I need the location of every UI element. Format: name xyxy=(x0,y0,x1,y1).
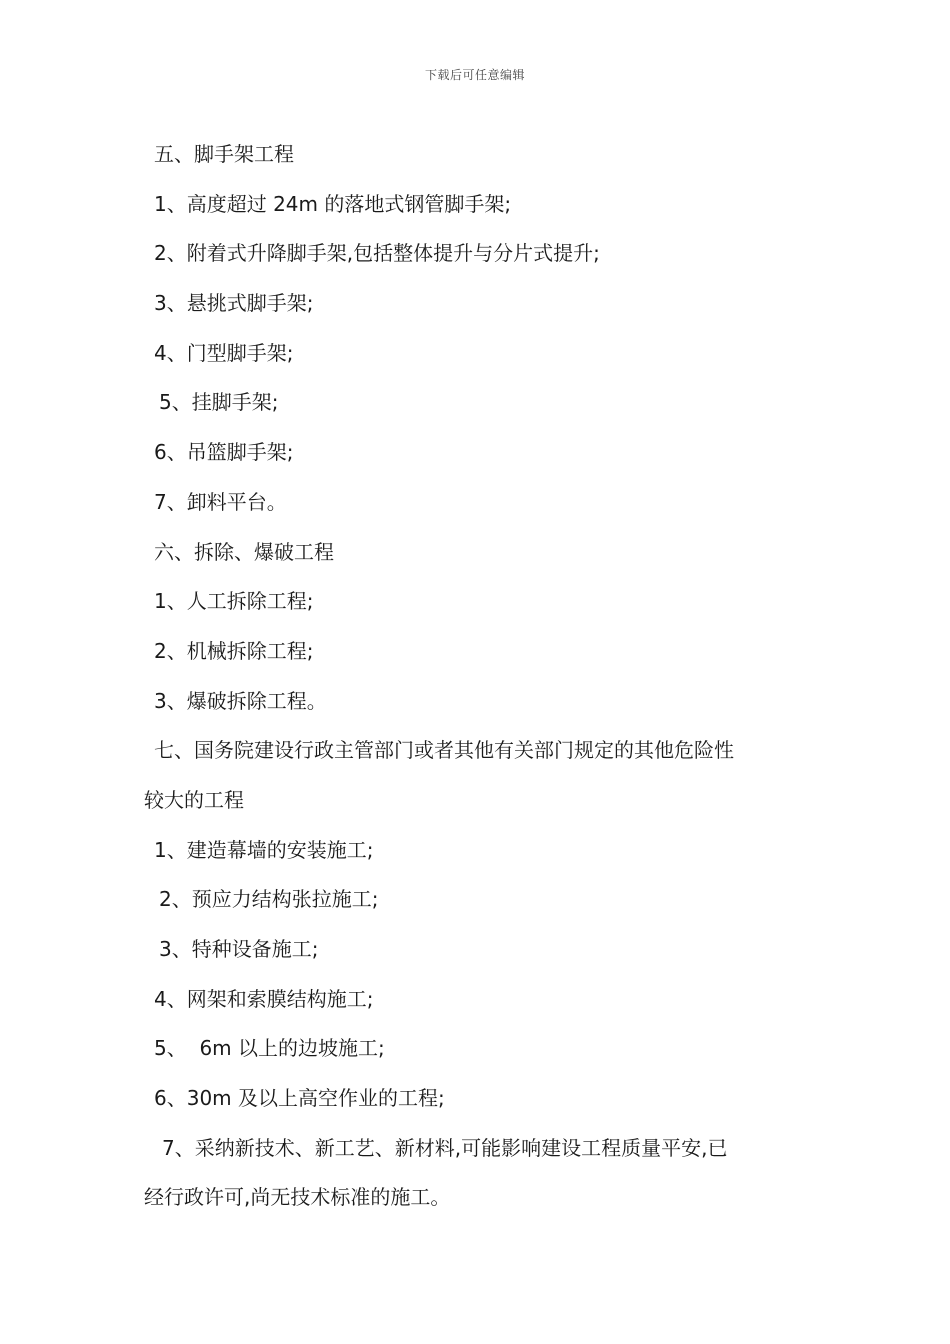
section-heading-continuation: 较大的工程 xyxy=(144,787,244,812)
section-heading-scaffolding: 五、脚手架工程 xyxy=(154,142,294,166)
list-item: 5、 6m 以上的边坡施工; xyxy=(154,1036,385,1061)
list-item: 6、30m 及以上高空作业的工程; xyxy=(154,1086,445,1111)
list-item: 2、预应力结构张拉施工; xyxy=(159,887,379,912)
list-item: 5、挂脚手架; xyxy=(159,390,279,415)
list-item: 1、建造幕墙的安装施工; xyxy=(154,837,374,862)
section-heading-demolition: 六、拆除、爆破工程 xyxy=(154,539,334,564)
list-item: 6、吊篮脚手架; xyxy=(154,440,294,465)
list-item: 2、附着式升降脚手架,包括整体提升与分片式提升; xyxy=(154,241,600,266)
list-item: 1、人工拆除工程; xyxy=(154,589,314,614)
document-body xyxy=(144,130,812,1223)
list-item: 4、门型脚手架; xyxy=(154,340,294,365)
list-item: 4、网架和索膜结构施工; xyxy=(154,986,374,1011)
list-item: 2、机械拆除工程; xyxy=(154,638,314,663)
list-item: 7、采纳新技术、新工艺、新材料,可能影响建设工程质量平安,已 xyxy=(162,1135,728,1160)
list-item: 1、高度超过 24m 的落地式钢管脚手架; xyxy=(154,191,512,216)
list-item-continuation: 经行政许可,尚无技术标准的施工。 xyxy=(144,1185,451,1210)
list-item: 3、爆破拆除工程。 xyxy=(154,688,327,713)
page-header: 下载后可任意编辑 xyxy=(424,68,525,82)
section-heading-other: 七、国务院建设行政主管部门或者其他有关部门规定的其他危险性 xyxy=(154,738,734,763)
list-item: 3、悬挑式脚手架; xyxy=(154,291,314,316)
list-item: 7、卸料平台。 xyxy=(154,489,287,514)
list-item: 3、特种设备施工; xyxy=(159,937,319,961)
